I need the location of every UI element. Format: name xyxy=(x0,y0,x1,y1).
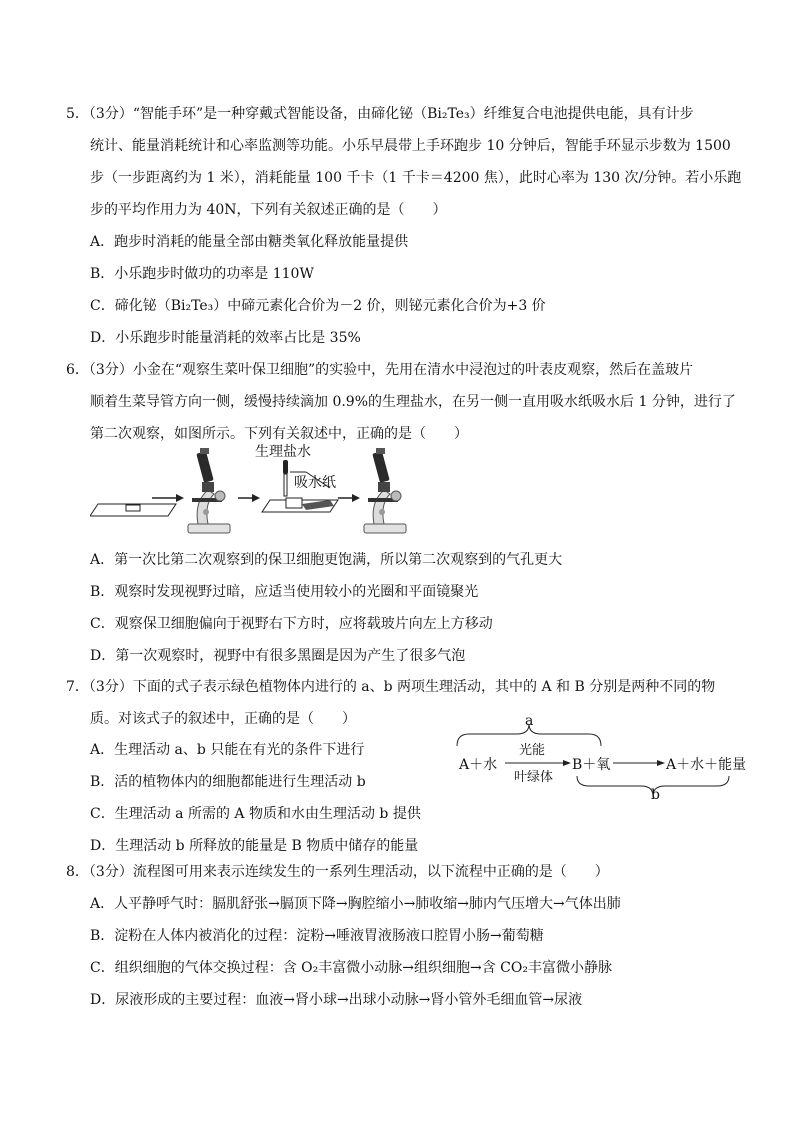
slide-1 xyxy=(90,504,176,516)
q8-option-a: A．人平静呼气时：膈肌舒张→膈顶下降→胸腔缩小→肺收缩→肺内气压增大→气体出肺 xyxy=(90,896,621,912)
q7-reactants: A＋水 xyxy=(459,757,498,773)
arrow-1 xyxy=(152,494,184,502)
q6-option-d: D．第一次观察时，视野中有很多黑圈是因为产生了很多气泡 xyxy=(90,648,466,664)
q5-stem-line3: 步（一步距离约为 1 米），消耗能量 100 千卡（1 千卡＝4200 焦），此时心率为 130 次/分钟。若小乐跑 xyxy=(90,170,742,186)
q5-option-b: B．小乐跑步时做功的功率是 110W xyxy=(90,266,314,282)
q7-stem-line2: 质。对该式子的叙述中，正确的是（ ） xyxy=(90,711,356,727)
q6-figure-svg xyxy=(90,442,410,537)
arrow-2 xyxy=(238,494,260,502)
q7-stem-line1: 7．（3分）下面的式子表示绿色植物体内进行的 a、b 两项生理活动，其中的 A 和 B 分别是两种不同的物 xyxy=(66,679,716,695)
q7-option-a: A．生理活动 a、b 只能在有光的条件下进行 xyxy=(90,742,365,758)
q5-stem-line4: 步的平均作用力为 40N，下列有关叙述正确的是（ ） xyxy=(90,202,447,218)
q7-condition-chloroplast: 叶绿体 xyxy=(514,770,554,785)
q8-option-b: B．淀粉在人体内被消化的过程：淀粉→唾液胃液肠液口腔胃小肠→葡萄糖 xyxy=(90,928,544,944)
label-absorbent-paper: 吸水纸 xyxy=(294,475,336,491)
q6-experiment-figure xyxy=(90,442,410,537)
q8-stem-line1: 8．（3分）流程图可用来表示连续发生的一系列生理活动，以下流程中正确的是（ ） xyxy=(66,864,609,880)
q7-products: A＋水＋能量 xyxy=(666,757,747,773)
q5-option-d: D．小乐跑步时能量消耗的效率占比是 35% xyxy=(90,330,361,346)
microscope-1-icon xyxy=(188,448,230,533)
q8-option-c: C．组织细胞的气体交换过程：含 O₂丰富微小动脉→组织细胞→含 CO₂丰富微小静脉 xyxy=(90,960,612,976)
microscope-2-icon xyxy=(364,448,406,533)
q5-stem-line2: 统计、能量消耗统计和心率监测等功能。小乐早晨带上手环跑步 10 分钟后，智能手环显示步数为 1500 xyxy=(90,138,731,154)
q7-option-d: D．生理活动 b 所释放的能量是 B 物质中储存的能量 xyxy=(90,838,419,854)
q8-option-d: D．尿液形成的主要过程：血液→肾小球→出球小动脉→肾小管外毛细血管→尿液 xyxy=(90,992,583,1008)
q6-option-a: A．第一次比第二次观察到的保卫细胞更饱满，所以第二次观察到的气孔更大 xyxy=(90,552,563,568)
q6-stem-line1: 6．（3分）小金在“观察生菜叶保卫细胞”的实验中，先用在清水中浸泡过的叶表皮观察，然后在盖玻片 xyxy=(66,362,694,378)
q7-option-b: B．活的植物体内的细胞都能进行生理活动 b xyxy=(90,774,366,790)
arrow-3 xyxy=(338,494,360,502)
q6-option-c: C．观察保卫细胞偏向于视野右下方时，应将载玻片向左上方移动 xyxy=(90,616,493,632)
q6-stem-line3: 第二次观察，如图所示。下列有关叙述中，正确的是（ ） xyxy=(90,426,468,442)
q7-option-c: C．生理活动 a 所需的 A 物质和水由生理活动 b 提供 xyxy=(90,806,421,822)
q7-condition-light: 光能 xyxy=(519,743,546,758)
q7-middle: B＋氧 xyxy=(572,757,611,773)
q6-stem-line2: 顺着生菜导管方向一侧，缓慢持续滴加 0.9%的生理盐水，在另一侧一直用吸水纸吸水后 1 分钟，进行了 xyxy=(90,394,736,410)
q7-label-a: a xyxy=(525,713,534,729)
q5-stem-line1: 5．（3分）“智能手环”是一种穿戴式智能设备，由碲化铋（Bi₂Te₃）纤维复合电池提供电能，具有计步 xyxy=(66,106,694,122)
q5-option-c: C．碲化铋（Bi₂Te₃）中碲元素化合价为－2 价，则铋元素化合价为+3 价 xyxy=(90,298,546,314)
label-saline: 生理盐水 xyxy=(255,444,311,460)
q5-option-a: A．跑步时消耗的能量全部由糖类氧化释放能量提供 xyxy=(90,234,409,250)
q7-label-b: b xyxy=(651,787,660,803)
q6-option-b: B．观察时发现视野过暗，应适当使用较小的光圈和平面镜聚光 xyxy=(90,584,479,600)
